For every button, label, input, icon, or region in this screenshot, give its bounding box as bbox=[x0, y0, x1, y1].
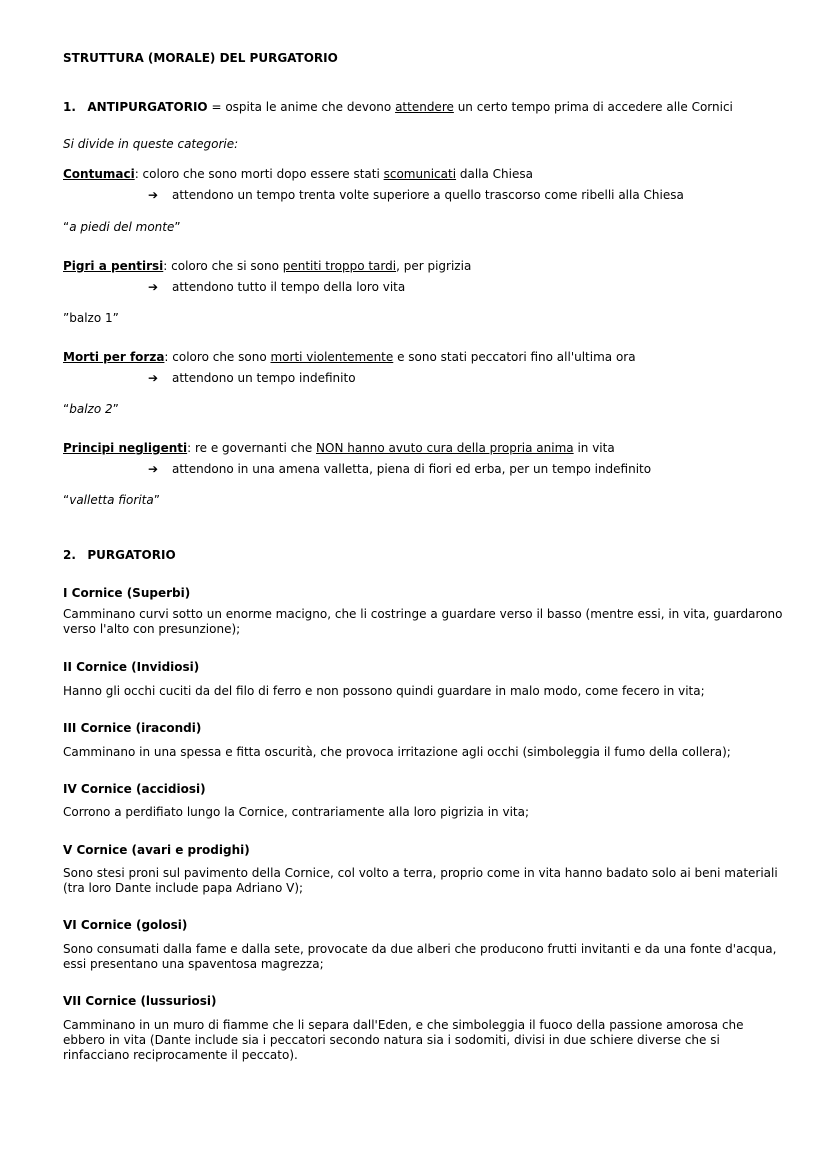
quote-close: ” bbox=[174, 220, 181, 234]
location-text: balzo 1 bbox=[69, 311, 113, 325]
definition-post: un certo tempo prima di accedere alle Cornici bbox=[453, 100, 733, 114]
wait-text: attendono in una amena valletta, piena di fiori ed erba, per un tempo indefinito bbox=[172, 462, 652, 476]
category-text: : coloro che sono morti dopo essere stati bbox=[134, 167, 384, 181]
section-title: PURGATORIO bbox=[87, 548, 176, 562]
quote-close: ” bbox=[112, 311, 119, 325]
category-wait bbox=[148, 462, 651, 477]
wait-text: attendono un tempo indefinito bbox=[172, 371, 356, 385]
category-text: , per pigrizia bbox=[396, 259, 472, 273]
cornice-title: V Cornice (avari e prodighi) bbox=[63, 843, 250, 857]
category-description bbox=[63, 259, 471, 274]
category-key-term: pentiti troppo tardi bbox=[282, 259, 397, 273]
location-text: a piedi del monte bbox=[69, 220, 175, 234]
category-key-term: morti violentemente bbox=[270, 350, 394, 364]
quote-open: “ bbox=[63, 493, 70, 507]
category-name: Contumaci bbox=[63, 167, 135, 181]
arrow-right-icon: ➔ bbox=[148, 280, 159, 294]
location-text: balzo 2 bbox=[69, 402, 113, 416]
cornice-text: Camminano curvi sotto un enorme macigno, che li costringe a guardare verso il basso (mentre essi, in vita, guardarono verso l'alto con presunzione); bbox=[63, 607, 783, 636]
category-location bbox=[63, 311, 119, 326]
section-antipurgatorio-heading bbox=[63, 100, 733, 115]
category-location bbox=[63, 493, 160, 508]
cornice-title: II Cornice (Invidiosi) bbox=[63, 660, 200, 674]
category-text: : coloro che si sono bbox=[163, 259, 283, 273]
section-number: 2. bbox=[63, 548, 76, 562]
arrow-right-icon: ➔ bbox=[148, 462, 159, 476]
category-text: : re e governanti che bbox=[187, 441, 317, 455]
quote-close: ” bbox=[112, 402, 119, 416]
cornice-text: Sono consumati dalla fame e dalla sete, provocate da due alberi che producono frutti invitanti e da una fonte d'acqua, essi presentano una spaventosa magrezza; bbox=[63, 942, 777, 971]
category-text: dalla Chiesa bbox=[456, 167, 533, 181]
definition-pre: = ospita le anime che devono bbox=[207, 100, 396, 114]
category-name: Morti per forza bbox=[63, 350, 165, 364]
document-title: STRUTTURA (MORALE) DEL PURGATORIO bbox=[63, 51, 338, 65]
section-purgatorio-heading bbox=[63, 548, 176, 563]
category-description bbox=[63, 167, 533, 182]
category-wait bbox=[148, 371, 356, 386]
cornice-title: I Cornice (Superbi) bbox=[63, 586, 191, 600]
category-key-term: scomunicati bbox=[383, 167, 457, 181]
category-location bbox=[63, 402, 119, 417]
category-text: in vita bbox=[573, 441, 615, 455]
cornice-text: Sono stesi proni sul pavimento della Cornice, col volto a terra, proprio come in vita hanno badato solo ai beni materiali (tra loro Dante include papa Adriano V); bbox=[63, 866, 778, 895]
cornice-text: Corrono a perdifiato lungo la Cornice, contrariamente alla loro pigrizia in vita; bbox=[63, 805, 530, 819]
section-number: 1. bbox=[63, 100, 76, 114]
category-wait bbox=[148, 280, 405, 295]
category-text: e sono stati peccatori fino all'ultima ora bbox=[393, 350, 636, 364]
category-description bbox=[63, 350, 636, 365]
cornice-title: III Cornice (iracondi) bbox=[63, 721, 202, 735]
category-name: Pigri a pentirsi bbox=[63, 259, 164, 273]
category-description bbox=[63, 441, 615, 456]
cornice-title: VI Cornice (golosi) bbox=[63, 918, 188, 932]
arrow-right-icon: ➔ bbox=[148, 188, 159, 202]
quote-close: ” bbox=[153, 493, 160, 507]
cornice-title: IV Cornice (accidiosi) bbox=[63, 782, 206, 796]
wait-text: attendono un tempo trenta volte superiore a quello trascorso come ribelli alla Chiesa bbox=[172, 188, 684, 202]
arrow-right-icon: ➔ bbox=[148, 371, 159, 385]
category-location bbox=[63, 220, 181, 235]
quote-open: ” bbox=[63, 311, 70, 325]
category-text: : coloro che sono bbox=[164, 350, 271, 364]
cornice-title: VII Cornice (lussuriosi) bbox=[63, 994, 217, 1008]
category-wait bbox=[148, 188, 684, 203]
cornice-text: Camminano in una spessa e fitta oscurità, che provoca irritazione agli occhi (simboleggia il fumo della collera); bbox=[63, 745, 731, 759]
quote-open: “ bbox=[63, 220, 70, 234]
category-name: Principi negligenti bbox=[63, 441, 188, 455]
section-title: ANTIPURGATORIO bbox=[87, 100, 208, 114]
cornice-text: Camminano in un muro di fiamme che li separa dall'Eden, e che simboleggia il fuoco della passione amorosa che ebbero in vita (Dante include sia i peccatori secondo natura sia i sodomiti, divisi in due schiere diverse che si rinfacciano reciprocamente il peccato). bbox=[63, 1018, 744, 1062]
cornice-text: Hanno gli occhi cuciti da del filo di ferro e non possono quindi guardare in malo modo, come fecero in vita; bbox=[63, 684, 705, 698]
definition-underlined: attendere bbox=[395, 100, 454, 114]
categories-intro: Si divide in queste categorie: bbox=[63, 137, 239, 151]
category-key-term: NON hanno avuto cura della propria anima bbox=[316, 441, 574, 455]
wait-text: attendono tutto il tempo della loro vita bbox=[172, 280, 406, 294]
location-text: valletta fiorita bbox=[69, 493, 154, 507]
quote-open: “ bbox=[63, 402, 70, 416]
